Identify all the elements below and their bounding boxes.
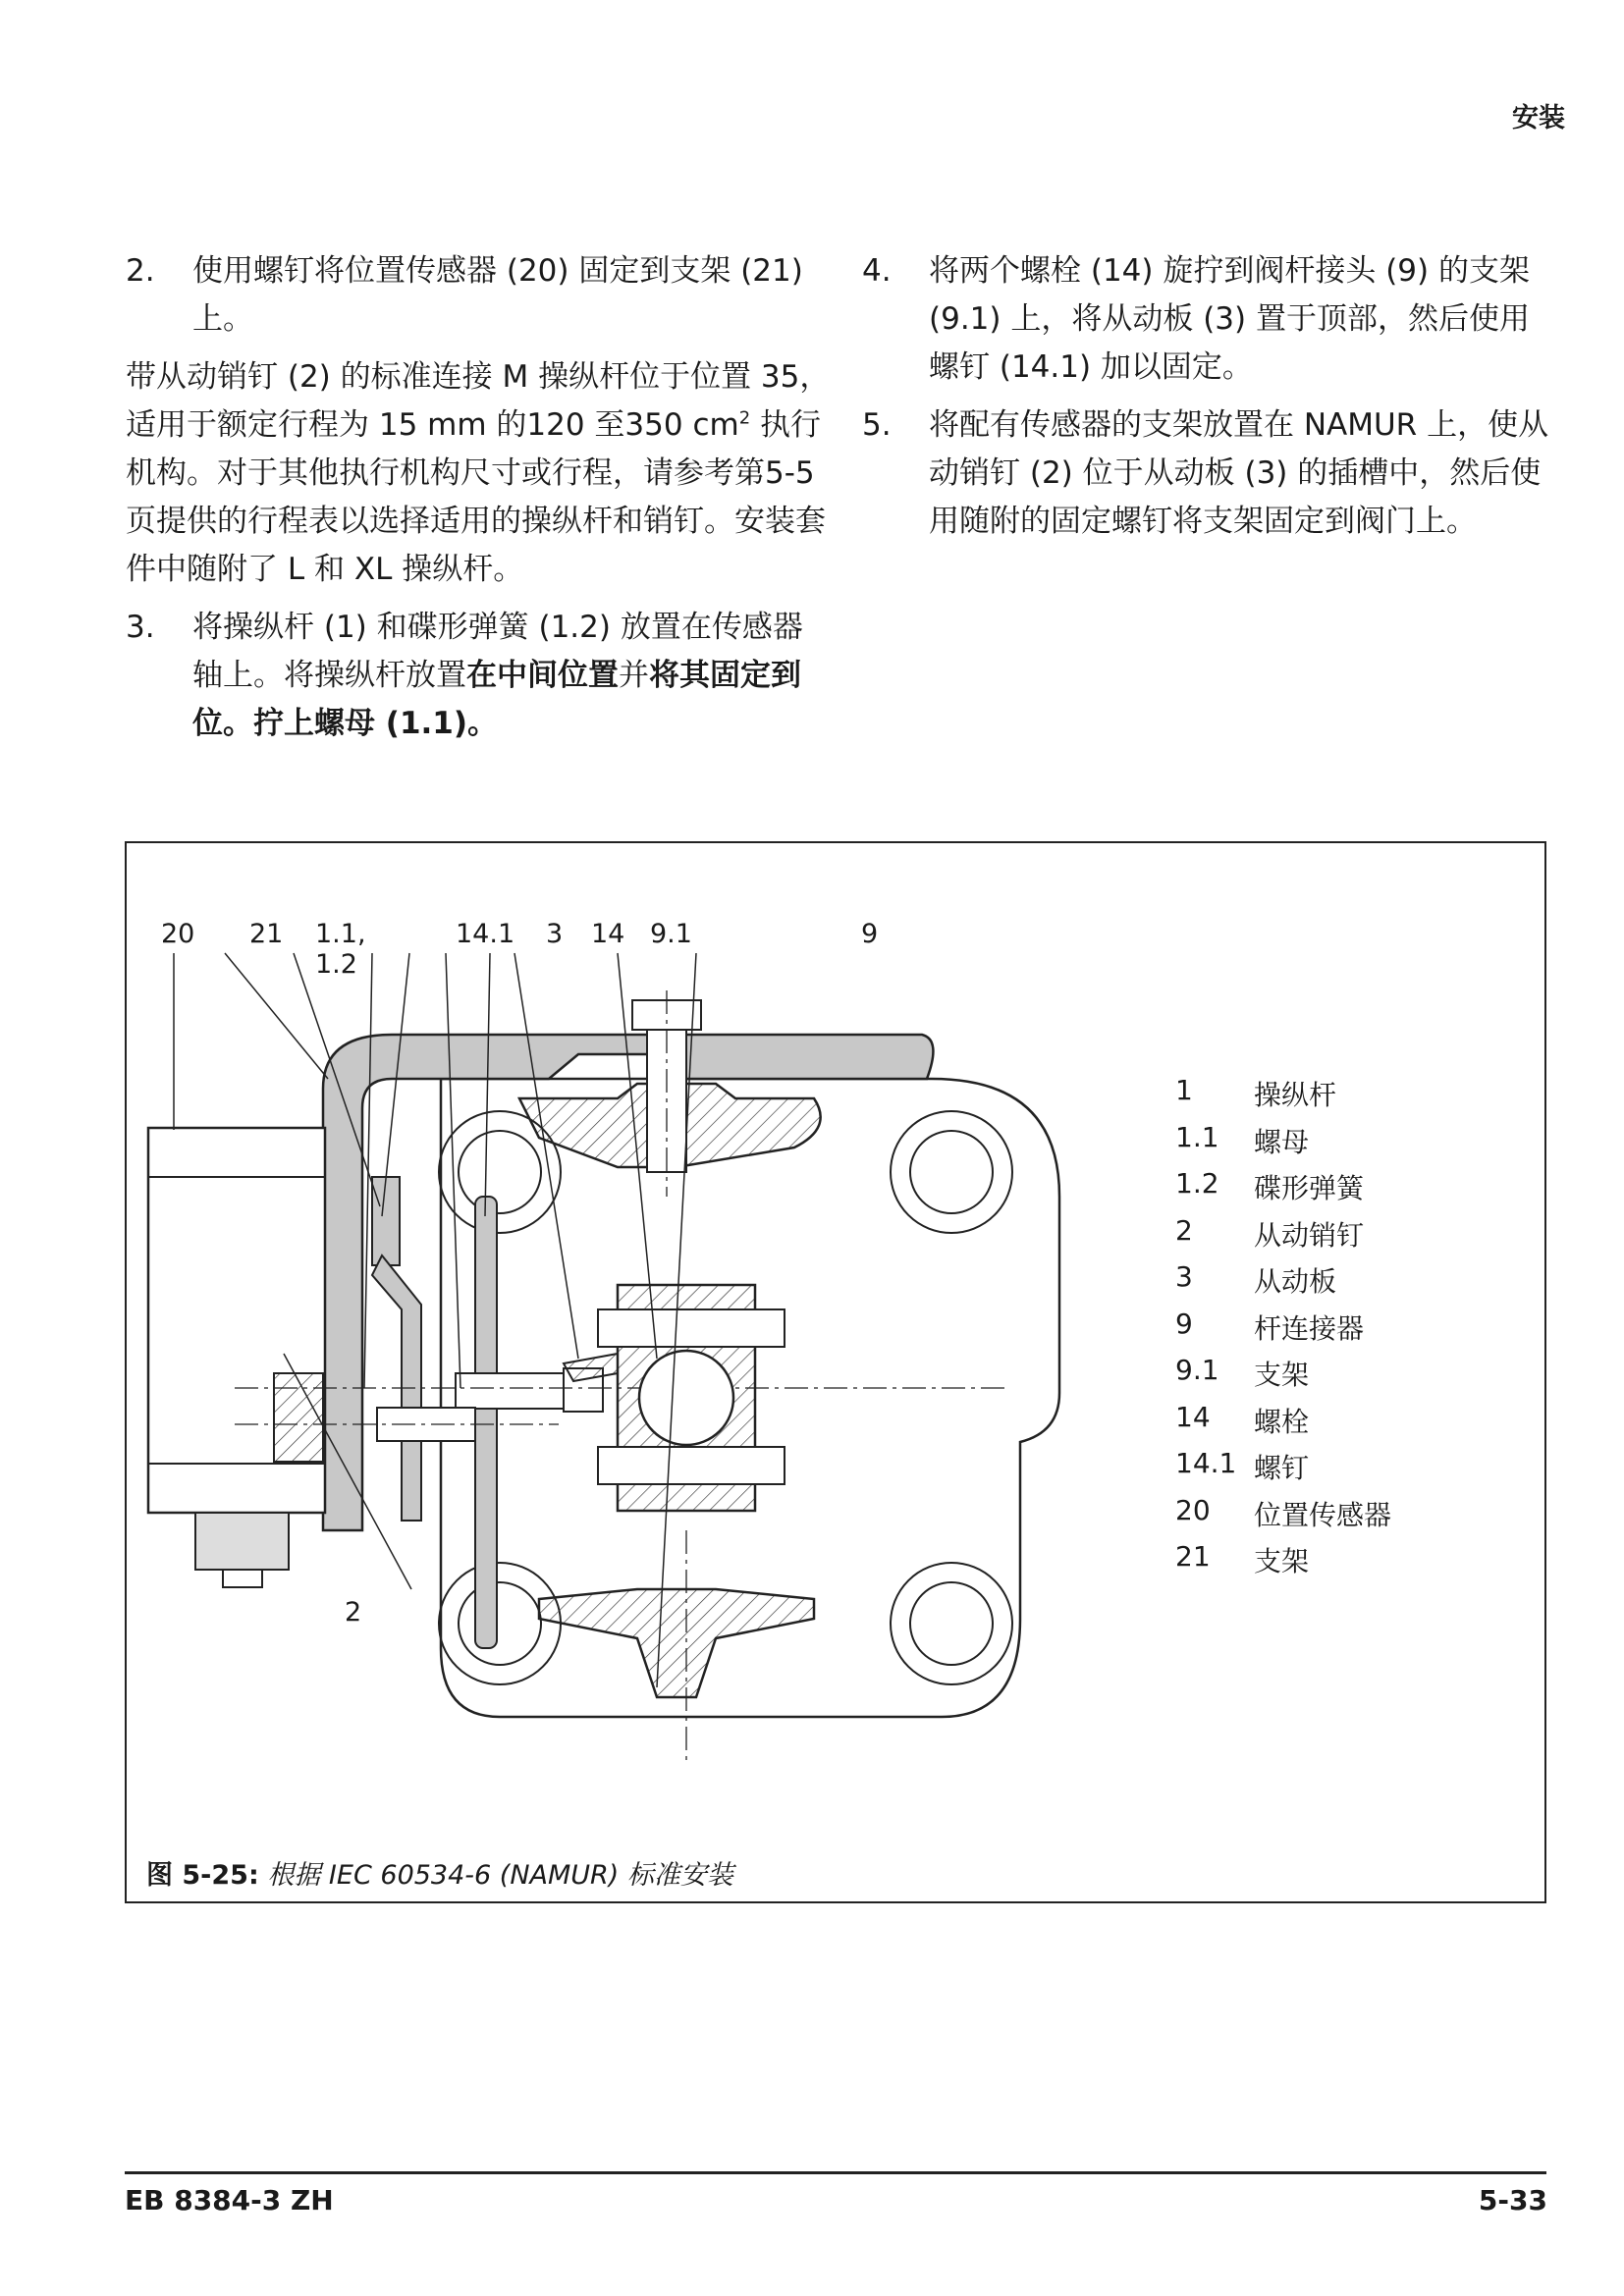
step-3: [126, 604, 833, 748]
legend-num: 2: [1175, 1213, 1193, 1247]
callout-21: 21: [249, 919, 284, 949]
legend-label: 从动销钉: [1254, 1218, 1365, 1252]
legend-label: 操纵杆: [1254, 1079, 1337, 1111]
figure-legend: [1175, 1074, 1470, 1587]
legend-num: 9: [1175, 1307, 1193, 1340]
callout-2: 2: [345, 1597, 362, 1628]
legend-label: 位置传感器: [1254, 1498, 1392, 1531]
right-column: [862, 247, 1551, 556]
legend-row: [1175, 1308, 1470, 1355]
document-id: EB 8384-3 ZH: [125, 2184, 334, 2216]
legend-row: [1175, 1447, 1470, 1494]
legend-label: 螺栓: [1254, 1405, 1310, 1438]
page-number: 5-33: [1478, 2184, 1547, 2216]
caption-prefix: 图 5-25:: [146, 1860, 259, 1891]
callout-14-1: 14.1: [456, 919, 515, 949]
step-text: 将配有传感器的支架放置在 NAMUR 上，使从动销钉 (2) 位于从动板 (3) 的插槽中，然后使用随附的固定螺钉将支架固定到阀门上。: [929, 407, 1549, 539]
step-number: 2.: [126, 253, 155, 289]
figure-5-25: [125, 841, 1546, 1903]
legend-num: 3: [1175, 1260, 1193, 1293]
left-column: [126, 247, 833, 758]
legend-row: [1175, 1260, 1470, 1308]
legend-num: 14.1: [1175, 1447, 1237, 1479]
legend-label: 碟形弹簧: [1254, 1172, 1365, 1204]
legend-num: 1.2: [1175, 1167, 1219, 1200]
legend-num: 20: [1175, 1493, 1211, 1526]
legend-num: 14: [1175, 1400, 1211, 1433]
legend-row: [1175, 1401, 1470, 1448]
footer-divider: [125, 2171, 1546, 2174]
step-4: [862, 247, 1551, 392]
paragraph-text-cont: 执行机构。对于其他执行机构尺寸或行程，请参考第5-5页提供的行程表以选择适用的操纵杆和销钉。安装套件中随附了 L 和 XL 操纵杆。: [126, 407, 826, 587]
section-title: 安装: [1512, 103, 1565, 133]
step-5: [862, 401, 1551, 546]
step-text-cont: 并: [619, 658, 649, 693]
legend-row: [1175, 1214, 1470, 1261]
bold-text: 在中间位置: [466, 658, 619, 693]
step-text: 使用螺钉将位置传感器 (20) 固定到支架 (21) 上。: [192, 253, 803, 337]
callout-14: 14: [591, 919, 625, 949]
lever-paragraph: [126, 353, 833, 594]
figure-caption: [146, 1853, 733, 1892]
step-text: 将两个螺栓 (14) 旋拧到阀杆接头 (9) 的支架 (9.1) 上，将从动板 (3) 置于顶部，然后使用螺钉 (14.1) 加以固定。: [929, 253, 1530, 385]
callout-20: 20: [161, 919, 195, 949]
superscript: 2: [738, 407, 751, 429]
callout-9: 9: [861, 919, 879, 949]
legend-label: 杆连接器: [1254, 1311, 1365, 1345]
callout-1-1-1-2: 1.1, 1.2: [315, 919, 366, 980]
step-text: 将操纵杆 (1) 和碟形弹簧 (1.2) 放置在传感器轴上。将操纵杆放置: [192, 610, 803, 693]
step-number: 4.: [862, 253, 892, 289]
callout-9-1: 9.1: [650, 919, 692, 949]
legend-row: [1175, 1354, 1470, 1401]
legend-label: 支架: [1254, 1545, 1310, 1577]
callout-3: 3: [546, 919, 564, 949]
caption-text: 根据 IEC 60534-6 (NAMUR) 标准安装: [258, 1860, 733, 1891]
bold-text-2: 将其固定到位。拧上螺母 (1.1)。: [192, 658, 801, 741]
legend-num: 21: [1175, 1540, 1211, 1573]
legend-row: [1175, 1121, 1470, 1168]
legend-label: 支架: [1254, 1359, 1310, 1391]
legend-label: 螺钉: [1254, 1452, 1310, 1484]
legend-row: [1175, 1074, 1470, 1121]
legend-label: 螺母: [1254, 1125, 1310, 1158]
step-number: 5.: [862, 407, 892, 443]
paragraph-text: 带从动销钉 (2) 的标准连接 M 操纵杆位于位置 35，适用于额定行程为 15 mm 的120 至350 cm: [126, 359, 831, 443]
legend-num: 1: [1175, 1074, 1193, 1106]
step-number: 3.: [126, 610, 155, 645]
legend-num: 1.1: [1175, 1120, 1219, 1153]
legend-row: [1175, 1540, 1470, 1587]
step-2: [126, 247, 833, 344]
legend-row: [1175, 1494, 1470, 1541]
legend-row: [1175, 1167, 1470, 1214]
legend-label: 从动板: [1254, 1265, 1337, 1298]
legend-num: 9.1: [1175, 1354, 1219, 1386]
